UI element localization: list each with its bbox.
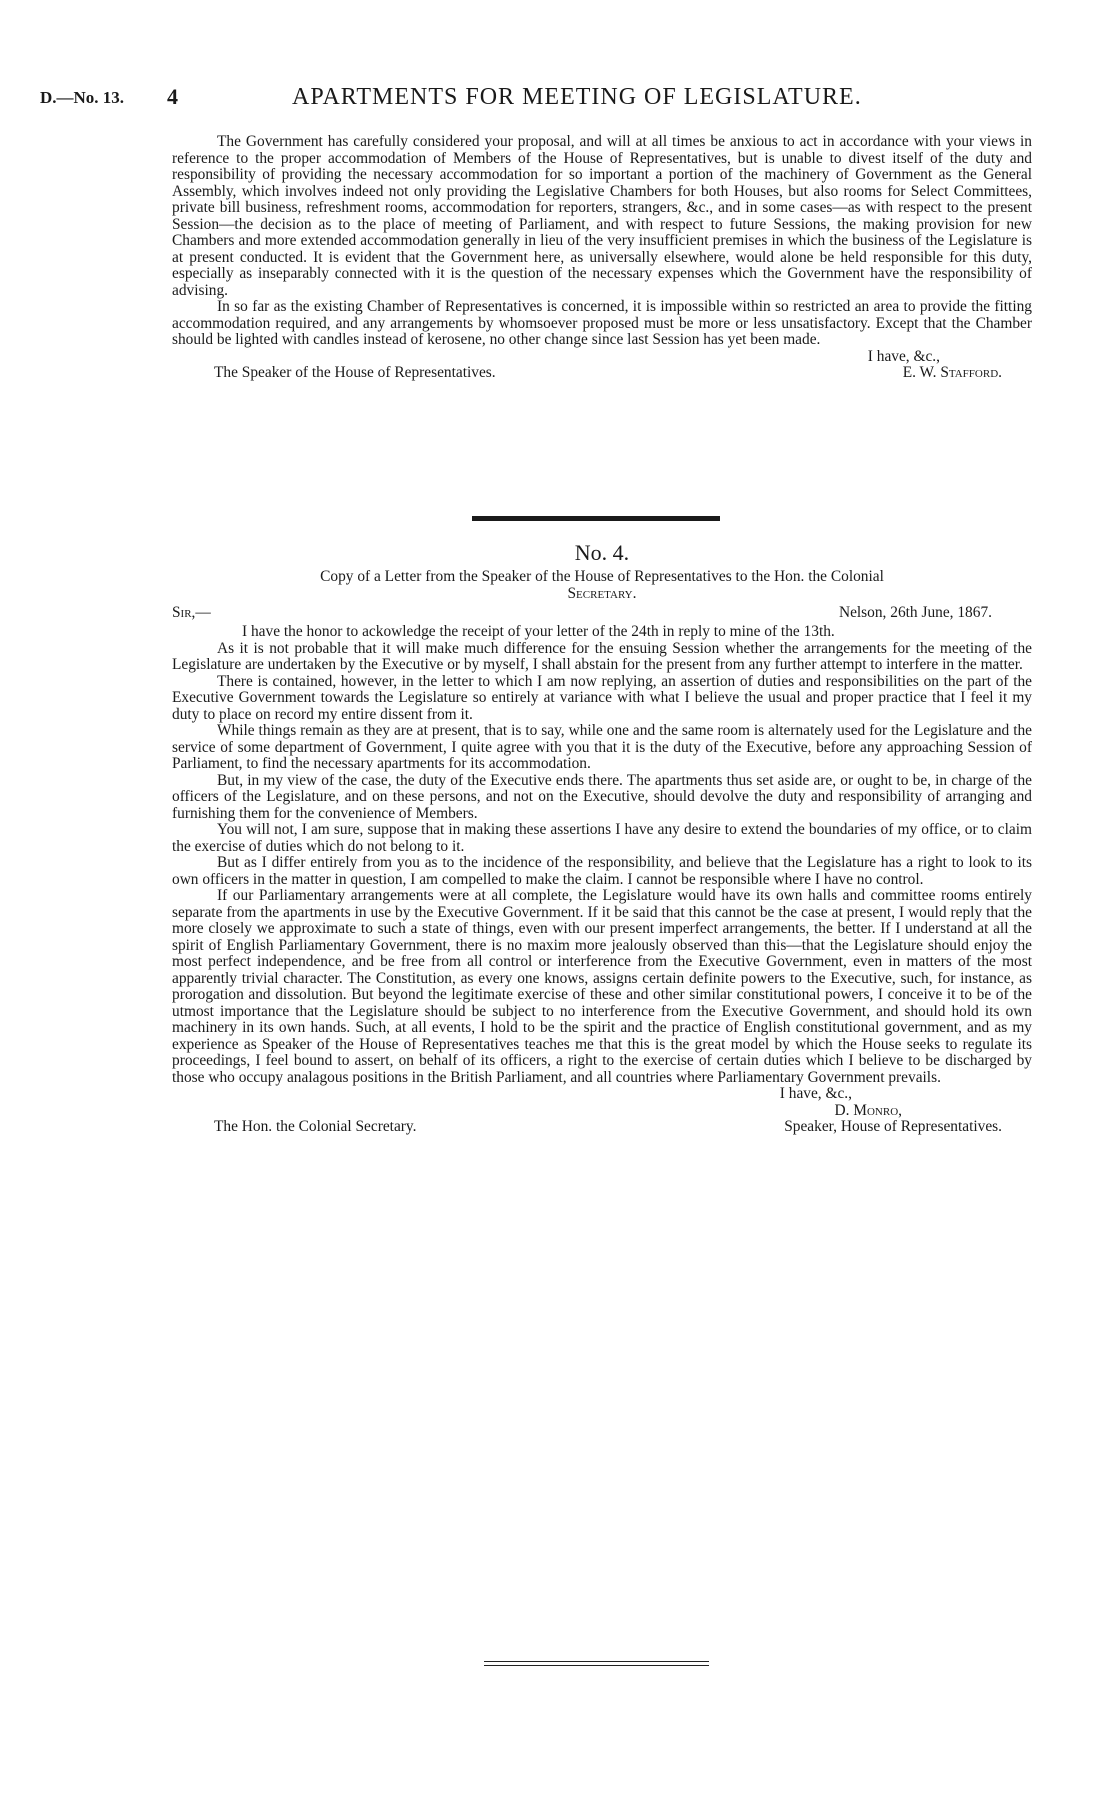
signatory-title: Speaker, House of Representatives. [784, 1118, 1002, 1135]
page-title: APARTMENTS FOR MEETING OF LEGISLATURE. [292, 84, 862, 110]
page-header [40, 84, 1060, 114]
signature: D. Monro, [834, 1101, 902, 1119]
letter-number: No. 4. [574, 540, 630, 565]
letter-caption [172, 568, 1032, 602]
paragraph: But as I differ entirely from you as to the incidence of the responsibility, and believe that the Legislature has a right to look to its own officers in the matter in question, I am compelled to make the claim. I cannot be responsible where I have no control. [172, 854, 1032, 888]
paragraph: If our Parliamentary arrangements were at all complete, the Legislature would have its own halls and committee rooms entirely separate from the apartments in use by the Executive Government. If it be said that this cannot be the case at present, I would reply that the more closely we approximate to such a state of things, even with our present imperfect arrangements, the better. If I understand at all the spirit of English Parliamentary Government, there is no maxim more jealously observed than this—that the Legislature should enjoy the most perfect independence, and be free from all control or interference from the Executive Government, even in matters of the most apparently trivial character. The Constitution, as every one knows, assigns certain definite powers to the Executive, such, for instance, as prorogation and dissolution. But beyond the legitimate exercise of these and other similar constitutional powers, I conceive it to be of the utmost importance that the Legislature should be subject to no interference from the Executive Government, and should hold its own machinery in its own hands. Such, at all events, I hold to be the spirit and the practice of English constitutional government, and as my experience as Speaker of the House of Representatives teaches me that this is the great model by which the House seeks to regulate its proceedings, I feel bound to assert, on behalf of its officers, a right to the exercise of certain duties which I believe to be discharged by those who occupy analagous positions in the British Parliament, and all countries where Parliamentary Government prevails. [172, 887, 1032, 1086]
caption-line: Secretary. [567, 585, 637, 602]
paragraph: But, in my view of the case, the duty of the Executive ends there. The apartments thus set aside are, or ought to be, in charge of the officers of the Legislature, and on these persons, and not on the Executive, should devolve the duty and responsibility of arranging and furnishing them for the convenience of Members. [172, 771, 1032, 822]
caption-line: Copy of a Letter from the Speaker of the House of Representatives to the Hon. the Colonial [320, 568, 884, 585]
end-divider [484, 1661, 709, 1666]
document-reference: D.—No. 13. [40, 88, 125, 107]
paragraph: While things remain as they are at present, that is to say, while one and the same room is alternately used for the Legislature and the service of some department of Government, I quite agree with you that it is the duty of the Executive, before any approaching Session of Parliament, to find the necessary apartments for its accommodation. [172, 722, 1032, 772]
signature-row [172, 1119, 1032, 1136]
paragraph: There is contained, however, in the letter to which I am now replying, an assertion of duties and responsibilities on the part of the Executive Government towards the Legislature so entirely at variance with what I believe the usual and proper practice that I feel it my duty to place on record my entire dissent from it. [172, 672, 1032, 723]
paragraph: In so far as the existing Chamber of Representatives is concerned, it is impossible within so restricted an area to provide the fitting accommodation required, and any arrangements by whomsoever proposed must be more or less unsatisfactory. Except that the Chamber should be lighted with candles instead of kerosene, no other change since last Session has yet been made. [172, 298, 1032, 348]
paragraph: I have the honor to ackowledge the receipt of your letter of the 24th in reply to mine of the 13th. [242, 623, 835, 640]
salutation-row [172, 604, 1032, 622]
signature-row [172, 365, 1032, 382]
salutation: Sir,— [172, 604, 211, 621]
page-number: 4 [167, 84, 178, 109]
letter-3-body [172, 134, 1032, 382]
place-date: Nelson, 26th June, 1867. [838, 604, 992, 621]
addressee: The Hon. the Colonial Secretary. [214, 1118, 417, 1135]
signature: E. W. Stafford. [902, 364, 1002, 381]
paragraph: You will not, I am sure, suppose that in making these assertions I have any desire to extend the boundaries of my office, or to claim the exercise of duties which do not belong to it. [172, 821, 1032, 855]
closing: I have, &c., [867, 347, 940, 365]
closing: I have, &c., [779, 1085, 852, 1102]
section-divider [472, 516, 720, 521]
letter-4-body [172, 624, 1032, 1136]
paragraph: As it is not probable that it will make much difference for the ensuing Session whether the arrangements for the meeting of the Legislature are undertaken by the Executive or by myself, I shall abstain for the present from any further attempt to interfere in the matter. [172, 639, 1032, 673]
addressee: The Speaker of the House of Representatives. [214, 364, 496, 381]
paragraph: The Government has carefully considered your proposal, and will at all times be anxious to act in accordance with your views in reference to the proper accommodation of Members of the House of Representatives, but is unable to divest itself of the duty and responsibility of providing the necessary accommodation for so important a portion of the machinery of Government as the General Assembly, which involves indeed not only providing the Legislative Chambers for both Houses, but also rooms for Select Committees, private bill business, refreshment rooms, accommodation for reporters, strangers, &c., and in some cases—as with respect to the present Session—the decision as to the place of meeting of Parliament, and with respect to future Sessions, the making provision for new Chambers and more extended accommodation generally in lieu of the very insufficient premises in which the business of the Legislature is at present conducted. It is evident that the Government here, as universally elsewhere, would alone be held responsible for this duty, especially as inseparably connected with it is the question of the necessary expenses which the Government have the responsibility of advising. [172, 133, 1032, 299]
